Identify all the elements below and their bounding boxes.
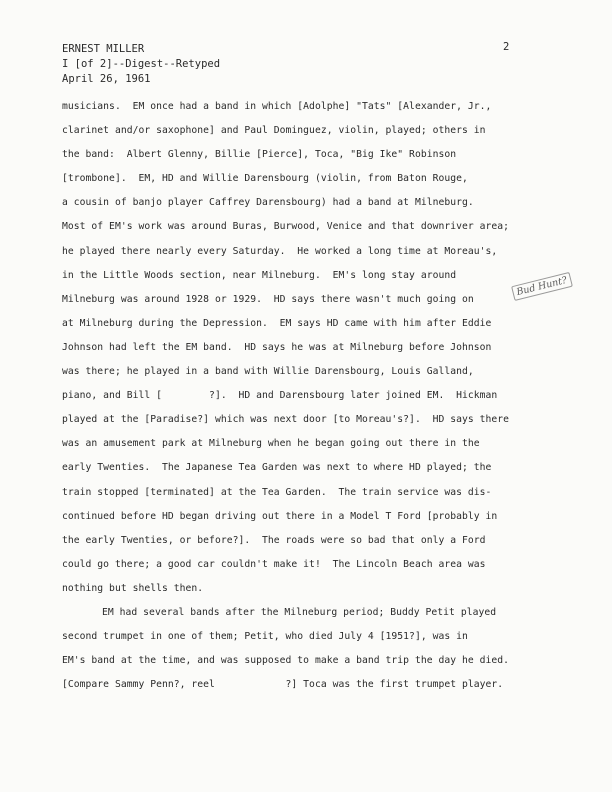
text-line: Milneburg was around 1928 or 1929. HD says there wasn't much going on: [62, 293, 474, 305]
text-line: Johnson had left the EM band. HD says he was at Milneburg before Johnson: [62, 341, 492, 353]
text-line: the early Twenties, or before?]. The roads were so bad that only a Ford: [62, 534, 486, 546]
text-line: at Milneburg during the Depression. EM says HD came with him after Eddie: [62, 317, 492, 329]
text-line: EM had several bands after the Milneburg period; Buddy Petit played: [102, 606, 497, 618]
interview-date: April 26, 1961: [62, 73, 151, 85]
transcript-body: [62, 100, 582, 702]
text-line: [Compare Sammy Penn?, reel ?] Toca was the first trumpet player.: [62, 679, 504, 691]
handwritten-annotation: Bud Hunt?: [511, 272, 572, 301]
text-line: piano, and Bill [ ?]. HD and Darensbourg later joined EM. Hickman: [62, 390, 498, 402]
reel-label: I [of 2]--Digest--Retyped: [62, 58, 221, 70]
text-line: early Twenties. The Japanese Tea Garden was next to where HD played; the: [62, 462, 492, 474]
page-number: 2: [503, 41, 510, 53]
text-line: was an amusement park at Milneburg when he began going out there in the: [62, 438, 480, 450]
text-line: in the Little Woods section, near Milneburg. EM's long stay around: [62, 269, 457, 281]
text-line: train stopped [terminated] at the Tea Garden. The train service was dis-: [62, 486, 492, 498]
text-line: [trombone]. EM, HD and Willie Darensbourg (violin, from Baton Rouge,: [62, 173, 468, 185]
text-line: musicians. EM once had a band in which [Adolphe] "Tats" [Alexander, Jr.,: [62, 101, 492, 112]
text-line: was there; he played in a band with Willie Darensbourg, Louis Galland,: [62, 366, 474, 378]
text-line: could go there; a good car couldn't make it! The Lincoln Beach area was: [62, 558, 486, 570]
text-line: nothing but shells then.: [62, 582, 204, 594]
text-line: EM's band at the time, and was supposed to make a band trip the day he died.: [62, 655, 510, 667]
text-line: he played there nearly every Saturday. He worked a long time at Moreau's,: [62, 245, 498, 257]
text-line: played at the [Paradise?] which was next door [to Moreau's?]. HD says there: [62, 414, 510, 426]
text-line: Most of EM's work was around Buras, Burwood, Venice and that downriver area;: [62, 221, 510, 233]
text-line: clarinet and/or saxophone] and Paul Dominguez, violin, played; others in: [62, 125, 486, 137]
interviewee-name: ERNEST MILLER: [62, 43, 145, 55]
text-line: the band: Albert Glenny, Billie [Pierce], Toca, "Big Ike" Robinson: [62, 149, 457, 161]
text-line: second trumpet in one of them; Petit, who died July 4 [1951?], was in: [62, 631, 468, 643]
text-line: continued before HD began driving out there in a Model T Ford [probably in: [62, 510, 498, 522]
document-header: [62, 42, 220, 87]
text-line: a cousin of banjo player Caffrey Darensbourg) had a band at Milneburg.: [62, 197, 474, 209]
